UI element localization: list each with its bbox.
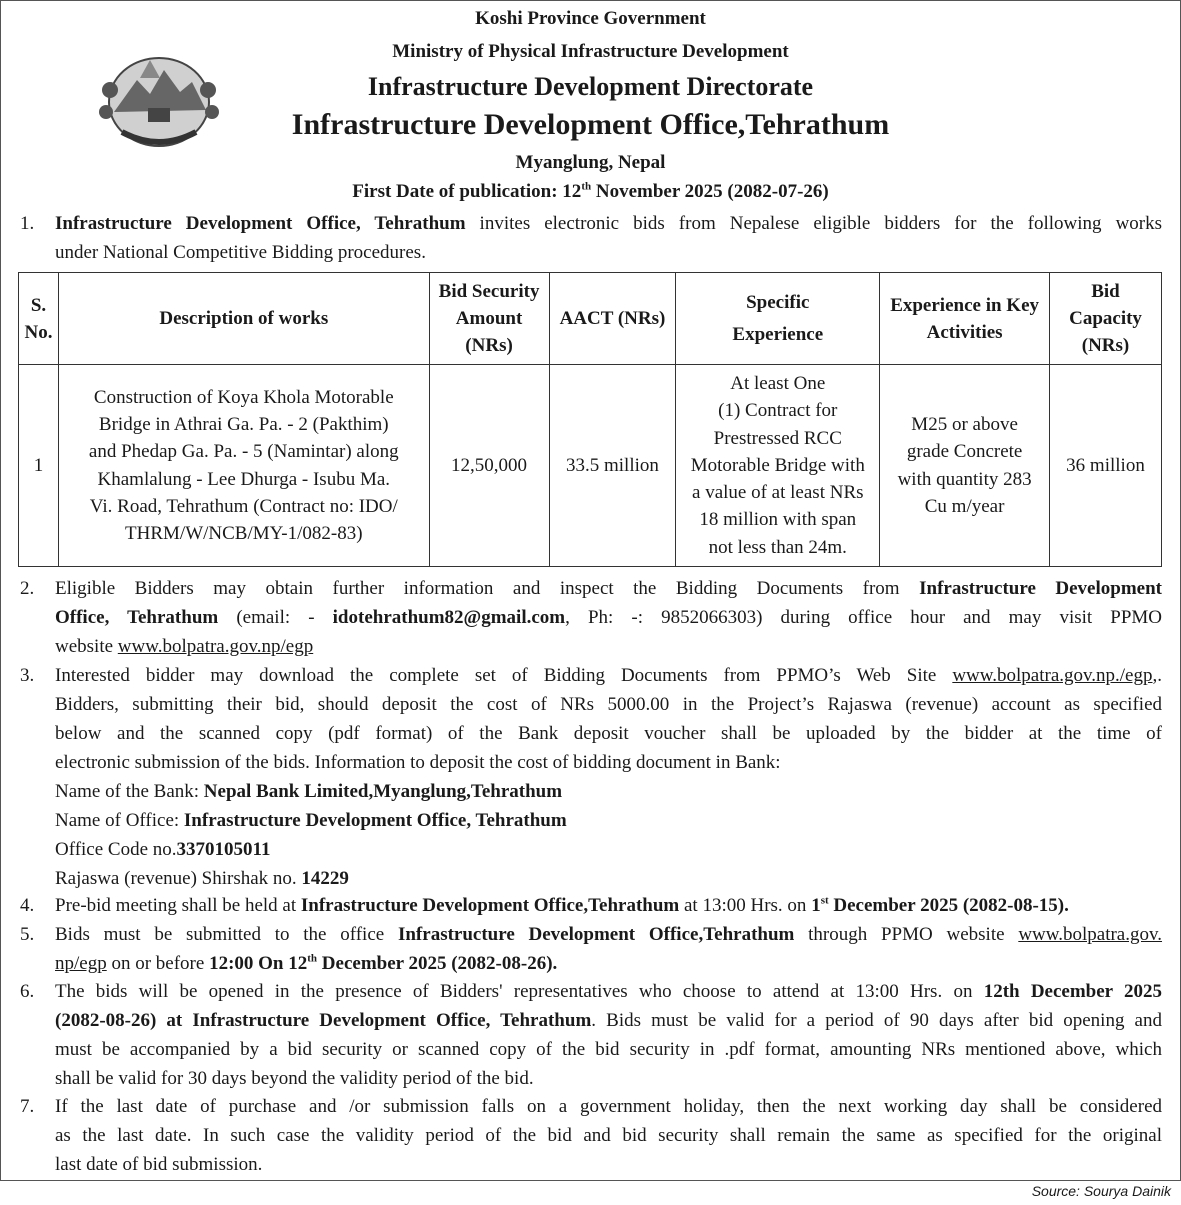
clause-6: 6. The bids will be opened in the presence of Bidders' representatives who choose to attend at 13:00 Hrs. on 12th December 2025 (2082-08-26) at Infrastructure Development Office, Tehrathum. Bids must be valid for a period of 90 days after bid opening and must be accompanied by a bid security or scanned copy of the bid security in .pdf format, amounting NRs mentioned above, which shall be valid for 30 days beyond the validity period of the bid. (20, 977, 1162, 1093)
notice-header (0, 4, 1181, 204)
header-aact: AACT (NRs) (549, 273, 676, 365)
publication-date: First Date of publication: 12th November 2025 (2082-07-26) (352, 180, 829, 202)
shirshak-line: Rajaswa (revenue) Shirshak no. 14229 (55, 868, 349, 889)
source-credit: Source: Sourya Dainik (1031, 1183, 1171, 1199)
clause-3: 3. Interested bidder may download the complete set of Bidding Documents from PPMO’s Web Site www.bolpatra.gov.np./egp,. Bidders, submitting their bid, should deposit the cost of NRs 5000.00 in the Project’s Rajaswa (revenue) account as specified below and the scanned copy (pdf format) of the Bank deposit voucher shall be uploaded by the bidder at the time of electronic submission of the bids. Information to deposit the cost of bidding document in Bank: Name of the Bank: Nepal Bank Limited,Myanglung,Tehrathum Name of Office: Infrastructure Development Office, Tehrathum Office Code no.3370105011 Rajaswa (revenue) Shirshak no. 14229 (20, 661, 1162, 893)
clause-4: 4. Pre-bid meeting shall be held at Infrastructure Development Office,Tehrathum at 13:00 Hrs. on 1st December 2025 (2082-08-15). (20, 891, 1162, 920)
clause-number: 7. (20, 1096, 35, 1117)
ppmo-download-link[interactable]: www.bolpatra.gov.np./egp (952, 665, 1153, 686)
cell-bid-capacity: 36 million (1050, 365, 1162, 567)
clause-number: 1. (20, 213, 35, 234)
header-specific-experience: Specific Experience (676, 273, 880, 365)
cell-key-activities: M25 or above grade Concrete with quantity 283 Cu m/year (880, 365, 1050, 567)
cell-specific-experience: At least One (1) Contract for Prestressed RCC Motorable Bridge with a value of at least NRs 18 million with span not less than 24m. (676, 365, 880, 567)
clause-number: 6. (20, 981, 35, 1002)
office-code-line: Office Code no.3370105011 (55, 839, 271, 860)
header-bid-capacity: Bid Capacity (NRs) (1050, 273, 1162, 365)
header-bid-security: Bid Security Amount (NRs) (429, 273, 549, 365)
header-key-activities: Experience in Key Activities (880, 273, 1050, 365)
cell-sno: 1 (19, 365, 59, 567)
clause-7: 7. If the last date of purchase and /or submission falls on a government holiday, then the next working day shall be considered as the last date. In such case the validity period of the bid and bid security shall remain the same as specified for the original last date of bid submission. (20, 1092, 1162, 1179)
office-name-line: Name of Office: Infrastructure Development Office, Tehrathum (55, 810, 567, 831)
clause-number: 3. (20, 665, 35, 686)
clause-number: 2. (20, 578, 35, 599)
clause-5: 5. Bids must be submitted to the office Infrastructure Development Office,Tehrathum through PPMO website www.bolpatra.gov. np/egp on or before 12:00 On 12th December 2025 (2082-08-26). (20, 920, 1162, 978)
clause-1: 1. Infrastructure Development Office, Tehrathum invites electronic bids from Nepalese eligible bidders for the following works under National Competitive Bidding procedures. (20, 209, 1162, 267)
clause-2: 2. Eligible Bidders may obtain further information and inspect the Bidding Documents from Infrastructure Development Office, Tehrathum (email: - idotehrathum82@gmail.com, Ph: -: 9852066303) during office hour and may visit PPMO website www.bolpatra.gov.np/egp (20, 574, 1162, 661)
bank-name-line: Name of the Bank: Nepal Bank Limited,Myanglung,Tehrathum (55, 781, 563, 802)
submission-website-link[interactable]: www.bolpatra.gov. (1018, 924, 1163, 945)
header-description: Description of works (58, 273, 429, 365)
directorate-name: Infrastructure Development Directorate (367, 72, 814, 101)
works-table (18, 272, 1162, 567)
office-name: Infrastructure Development Office,Tehrathum (291, 108, 890, 141)
office-location: Myanglung, Nepal (515, 152, 666, 173)
office-email: idotehrathum82@gmail.com (332, 607, 566, 628)
submission-website-link-cont[interactable]: np/egp (55, 953, 107, 974)
ppmo-website-link[interactable]: www.bolpatra.gov.np/egp (117, 636, 314, 657)
cell-description: Construction of Koya Khola Motorable Bridge in Athrai Ga. Pa. - 2 (Pakthim) and Phedap Ga. Pa. - 5 (Namintar) along Khamlalung - Lee Dhurga - Isubu Ma. Vi. Road, Tehrathum (Contract no: IDO/ THRM/W/NCB/MY-1/082-83) (58, 365, 429, 567)
table-row (19, 365, 1162, 567)
header-sno: S. No. (19, 273, 59, 365)
ministry-name: Ministry of Physical Infrastructure Development (392, 41, 789, 62)
cell-bid-security: 12,50,000 (429, 365, 549, 567)
clause-number: 4. (20, 895, 35, 916)
cell-aact: 33.5 million (549, 365, 676, 567)
table-header-row (19, 273, 1162, 365)
clause-number: 5. (20, 924, 35, 945)
government-name: Koshi Province Government (475, 8, 706, 29)
